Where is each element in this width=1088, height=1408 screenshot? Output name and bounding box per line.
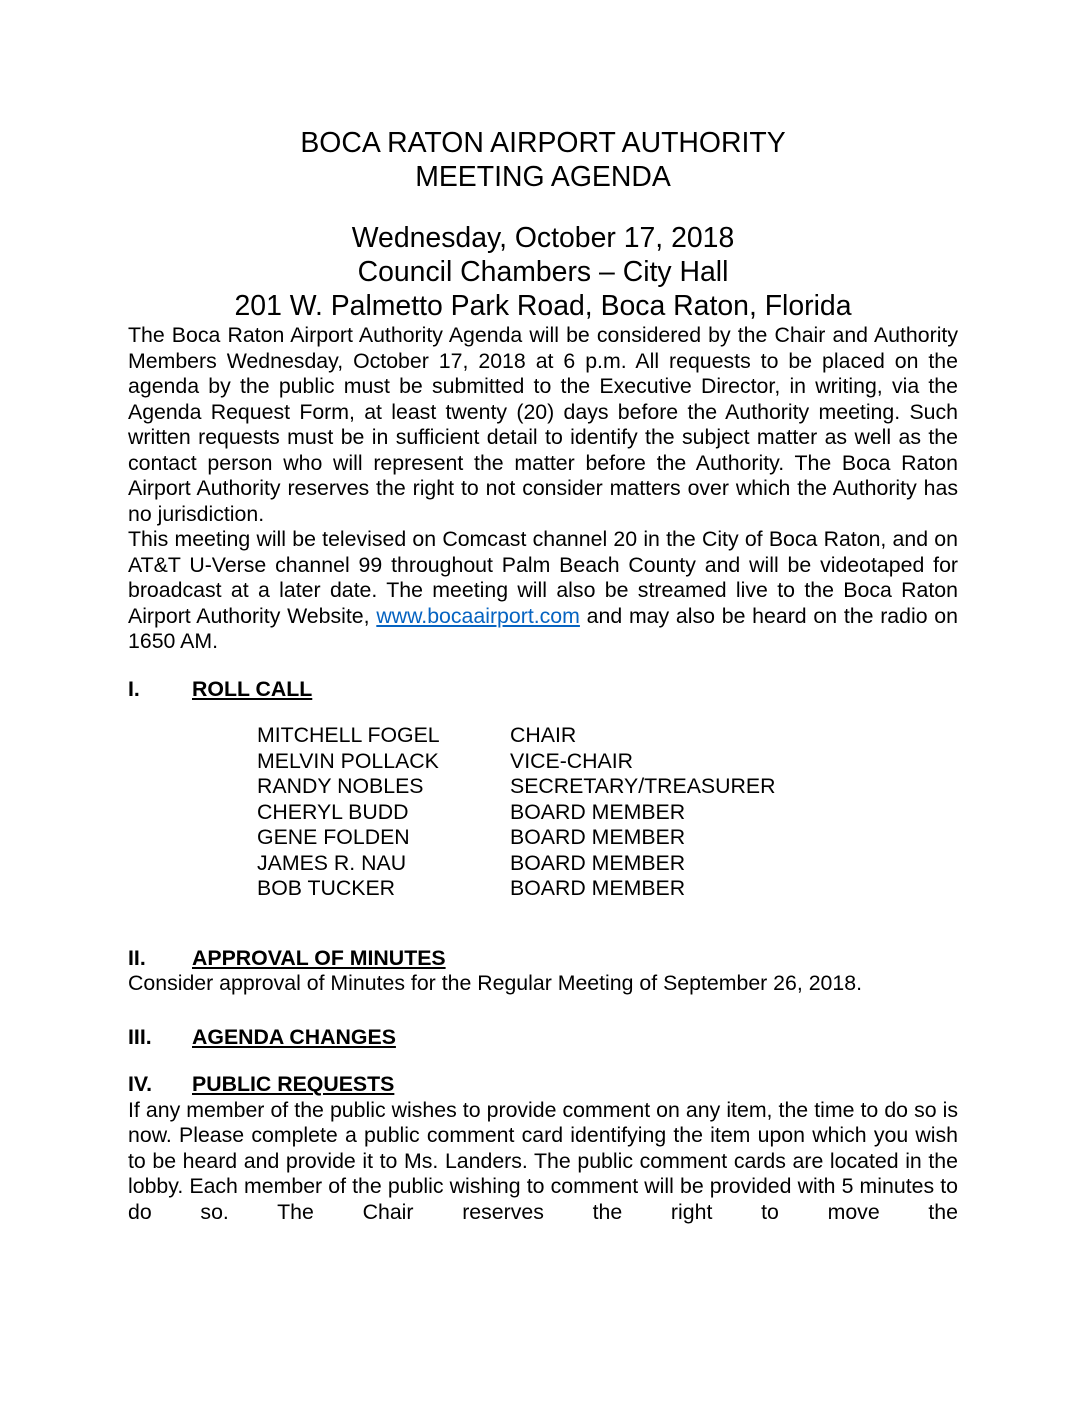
section-public-requests <box>128 1072 958 1098</box>
roll-call-row <box>257 876 958 902</box>
section-heading-roll-call: ROLL CALL <box>192 676 313 701</box>
member-role: VICE-CHAIR <box>510 748 634 773</box>
document-title-line1: BOCA RATON AIRPORT AUTHORITY <box>300 127 786 159</box>
section-numeral-agenda-changes: III. <box>128 1024 152 1049</box>
roll-call-row <box>257 749 958 775</box>
meeting-info <box>128 221 958 323</box>
member-name: MELVIN POLLACK <box>257 748 439 773</box>
member-role: SECRETARY/TREASURER <box>510 774 776 798</box>
meeting-date: Wednesday, October 17, 2018 <box>351 222 735 254</box>
member-name: RANDY NOBLES <box>257 774 424 798</box>
roll-call-list <box>257 723 958 902</box>
section-numeral-approval-of-minutes: II. <box>128 945 146 970</box>
section-heading-agenda-changes: AGENDA CHANGES <box>192 1024 396 1049</box>
roll-call-row <box>257 774 958 800</box>
intro-paragraph-1: The Boca Raton Airport Authority Agenda will be considered by the Chair and Authority Members Wednesday, October 17, 2018 at 6 p.m. All requests to be placed on the agenda by the public must be submitted to the Executive Director, in writing, via the Agenda Request Form, at least twenty (20) days before the Authority meeting. Such written requests must be in sufficient detail to identify the subject matter as well as the contact person who will represent the matter before the Authority. The Boca Raton Airport Authority reserves the right to not consider matters over which the Authority has no jurisdiction. <box>128 323 958 526</box>
approval-of-minutes-body: Consider approval of Minutes for the Regular Meeting of September 26, 2018. <box>128 971 862 995</box>
member-role: BOARD MEMBER <box>510 799 686 824</box>
intro-paragraph-2-before-link: This meeting will be televised on Comcast channel 20 in the City of Boca Raton, and on AT&T U-Verse channel 99 throughout Palm Beach County and will be videotaped for broadcast at a later date. The meeting will also be streamed live to the Boca Raton Airport Authority Website, <box>128 527 958 628</box>
intro-paragraph-2-after-link: and may also be heard on the radio on 1650 AM. <box>128 603 958 653</box>
document-title <box>128 126 958 194</box>
member-role: BOARD MEMBER <box>510 850 686 875</box>
section-numeral-roll-call: I. <box>128 676 140 701</box>
section-heading-approval-of-minutes: APPROVAL OF MINUTES <box>192 945 446 970</box>
section-numeral-public-requests: IV. <box>128 1072 153 1096</box>
member-name: CHERYL BUDD <box>257 799 409 824</box>
member-role: BOARD MEMBER <box>510 825 686 849</box>
document-title-line2: MEETING AGENDA <box>415 161 671 193</box>
roll-call-row <box>257 825 958 851</box>
meeting-location: Council Chambers – City Hall <box>357 256 729 288</box>
intro-paragraph-2 <box>128 527 958 655</box>
website-link[interactable]: www.bocaairport.com <box>376 603 580 628</box>
member-name: BOB TUCKER <box>257 876 396 900</box>
member-role: CHAIR <box>510 723 577 747</box>
section-roll-call <box>128 677 958 703</box>
member-role: BOARD MEMBER <box>510 876 686 900</box>
roll-call-row <box>257 800 958 826</box>
section-approval-of-minutes <box>128 946 958 972</box>
meeting-address: 201 W. Palmetto Park Road, Boca Raton, Florida <box>234 290 852 322</box>
section-heading-public-requests: PUBLIC REQUESTS <box>192 1072 395 1096</box>
roll-call-row <box>257 723 958 749</box>
member-name: GENE FOLDEN <box>257 825 410 849</box>
member-name: MITCHELL FOGEL <box>257 723 440 747</box>
member-name: JAMES R. NAU <box>257 850 407 875</box>
section-agenda-changes <box>128 1025 958 1051</box>
roll-call-row <box>257 851 958 877</box>
public-requests-body: If any member of the public wishes to provide comment on any item, the time to do so is now. Please complete a public comment card identifying the item upon which you wish to be heard and provide it to Ms. Landers. The public comment cards are located in the lobby. Each member of the public wishing to comment will be provided with 5 minutes to do so. The Chair reserves the right to move the <box>128 1097 958 1224</box>
